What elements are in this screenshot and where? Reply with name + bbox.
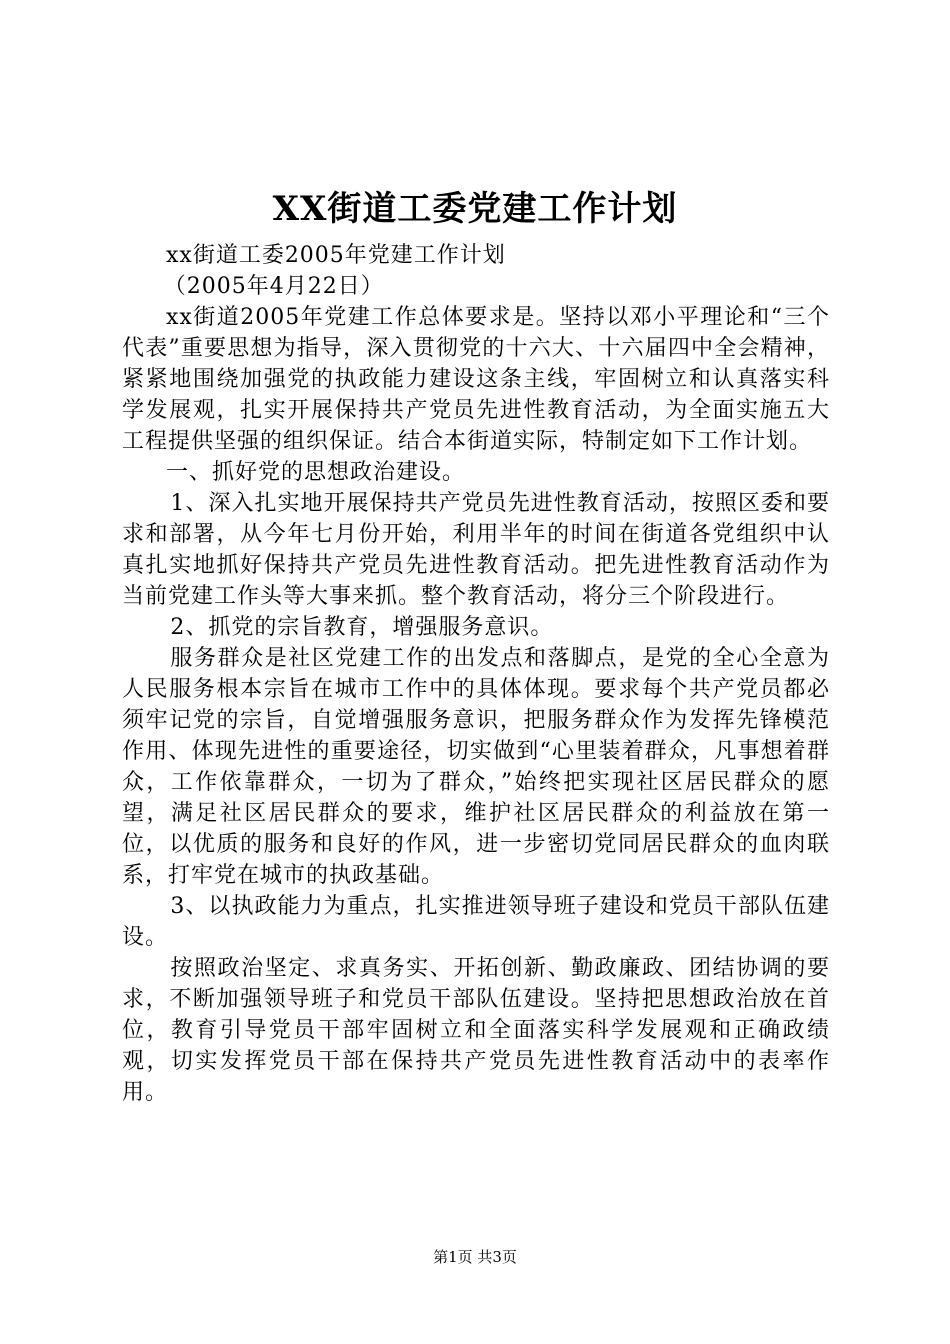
paragraph-item-1: 1、深入扎实地开展保持共产党员先进性教育活动，按照区委和要求和部署，从今年七月份开始，利用半年的时间在街道各党组织中认真扎实地抓好保持共产党员先进性教育活动。把先进性教育活动作为当前党建工作头等大事来抓。整个教育活动，将分三个阶段进行。: [122, 491, 830, 609]
paragraph-item-3-body: 按照政治坚定、求真务实、开拓创新、勤政廉政、团结协调的要求，不断加强领导班子和党员干部队伍建设。坚持把思想政治放在首位，教育引导党员干部牢固树立和全面落实科学发展观和正确政绩观，切实发挥党员干部在保持共产党员先进性教育活动中的表率作用。: [122, 956, 830, 1105]
paragraph-item-2-heading: 2、抓党的宗旨教育，增强服务意识。: [170, 615, 554, 640]
paragraph-section-1-heading: 一、抓好党的思想政治建设。: [166, 460, 466, 485]
document-title: XX街道工委党建工作计划: [272, 189, 678, 229]
paragraph-item-3-heading: 3、以执政能力为重点，扎实推进领导班子建设和党员干部队伍建设。: [122, 894, 830, 950]
paragraph-date: （2005年4月22日）: [163, 274, 384, 299]
paragraph-overview: xx街道2005年党建工作总体要求是。坚持以邓小平理论和“三个代表”重要思想为指导，深入贯彻党的十六大、十六届四中全会精神，紧紧地围绕加强党的执政能力建设这条主线，牢固树立和认真落实科学发展观，扎实开展保持共产党员先进性教育活动，为全面实施五大工程提供坚强的组织保证。结合本街道实际，特制定如下工作计划。: [122, 305, 830, 454]
page-footer: 第1页 共3页: [433, 1248, 517, 1266]
paragraph-subtitle: xx街道工委2005年党建工作计划: [166, 243, 506, 268]
paragraph-item-2-body: 服务群众是社区党建工作的出发点和落脚点，是党的全心全意为人民服务根本宗旨在城市工作中的具体体现。要求每个共产党员都必须牢记党的宗旨，自觉增强服务意识，把服务群众作为发挥先锋模范作用、体现先进性的重要途径，切实做到“心里装着群众，凡事想着群众，工作依靠群众，一切为了群众，”始终把实现社区居民群众的愿望，满足社区居民群众的要求，维护社区居民群众的利益放在第一位，以优质的服务和良好的作风，进一步密切党同居民群众的血肉联系，打牢党在城市的执政基础。: [122, 646, 830, 888]
document-body: [122, 240, 830, 1108]
